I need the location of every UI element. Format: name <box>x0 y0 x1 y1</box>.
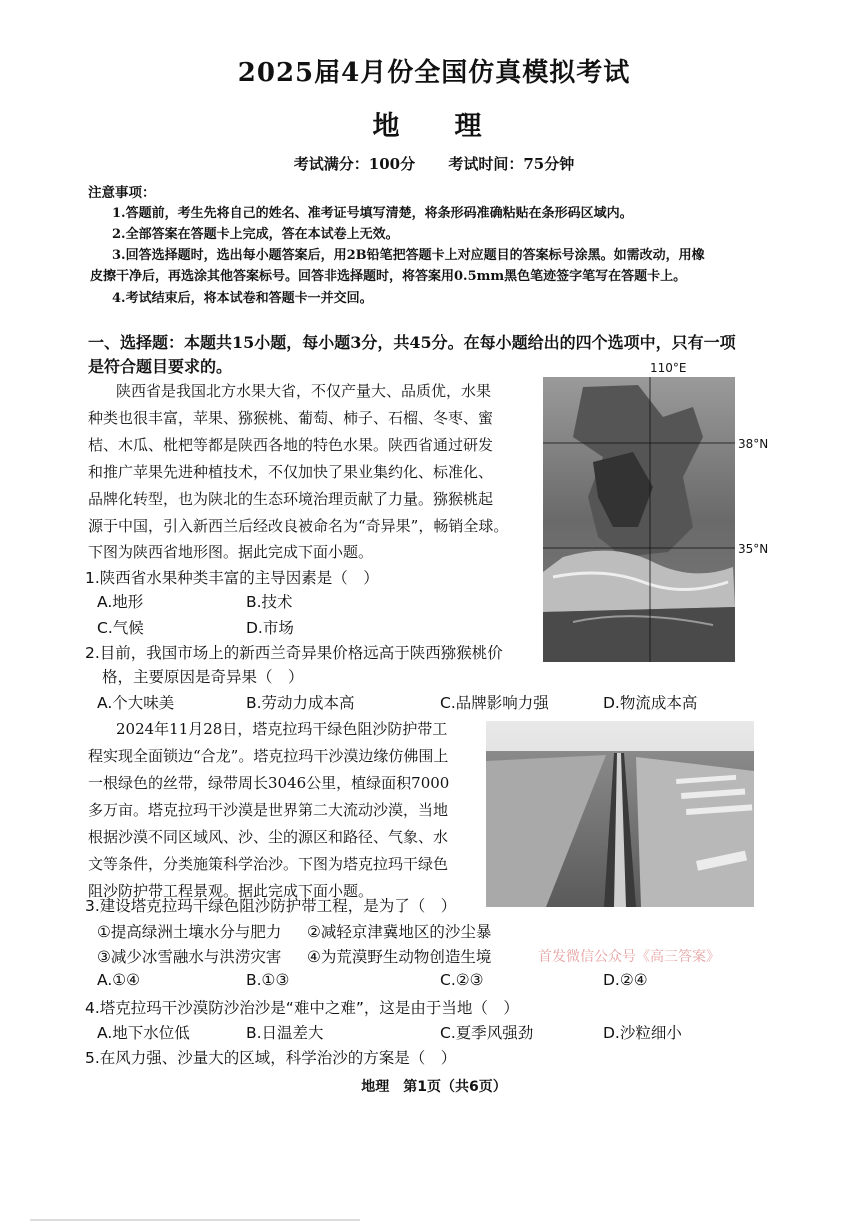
q4-option-a[interactable]: A.地下水位低 <box>97 1024 190 1042</box>
map-lat-label-35: 35°N <box>738 542 769 556</box>
note-3a: 3.回答选择题时，选出每小题答案后，用2B铅笔把答题卡上对应题目的答案标号涂黑。如需改动，用橡 <box>112 248 705 263</box>
sand-barrier-photo <box>486 721 754 907</box>
passage2-line: 阻沙防护带工程景观。据此完成下面小题。 <box>88 882 374 900</box>
page-footer: 地理 第1页（共6页） <box>361 1079 507 1095</box>
shaanxi-terrain-map <box>543 377 735 662</box>
q3-statement-2: ②减轻京津冀地区的沙尘暴 <box>307 923 492 941</box>
q2-stem-1: 2.目前，我国市场上的新西兰奇异果价格远高于陕西猕猴桃价 <box>85 644 503 662</box>
passage1-line: 品牌化转型，也为陕北的生态环境治理贡献了力量。猕猴桃起 <box>88 490 494 508</box>
passage1-line: 和推广苹果先进种植技术，不仅加快了果业集约化、标准化、 <box>88 463 494 481</box>
map-lon-label: 110°E <box>650 361 687 375</box>
q3-option-c[interactable]: C.②③ <box>440 971 484 989</box>
note-3b: 皮擦干净后，再选涂其他答案标号。回答非选择题时，将答案用0.5mm黑色笔迹签字笔写在答题卡上。 <box>90 269 687 284</box>
exam-meta <box>0 153 868 174</box>
q3-statement-4: ④为荒漠野生动物创造生境 <box>307 948 492 966</box>
q2-option-c[interactable]: C.品牌影响力强 <box>440 694 549 712</box>
passage2-line: 2024年11月28日，塔克拉玛干绿色阻沙防护带工 <box>116 720 448 738</box>
scan-edge-line <box>30 1219 360 1221</box>
q3-statement-3: ③减少冰雪融水与洪涝灾害 <box>97 948 282 966</box>
passage2-line: 文等条件，分类施策科学治沙。下图为塔克拉玛干绿色 <box>88 855 449 873</box>
duration: 考试时间：75分钟 <box>448 155 575 173</box>
passage2-line: 程实现全面锁边“合龙”。塔克拉玛干沙漠边缘仿佛围上 <box>88 747 449 765</box>
map-lat-label-38: 38°N <box>738 437 769 451</box>
section-heading-2: 是符合题目要求的。 <box>88 357 233 376</box>
q1-option-d[interactable]: D.市场 <box>246 619 294 637</box>
passage2-line: 一根绿色的丝带，绿带周长3046公里，植绿面积7000 <box>88 774 450 792</box>
q2-option-d[interactable]: D.物流成本高 <box>603 694 698 712</box>
note-1: 1.答题前，考生先将自己的姓名、准考证号填写清楚，将条形码准确粘贴在条形码区域内。 <box>112 206 633 221</box>
q4-stem: 4.塔克拉玛干沙漠防沙治沙是“难中之难”，这是由于当地（ ） <box>85 999 519 1017</box>
passage1-line: 桔、木瓜、枇杷等都是陕西各地的特色水果。陕西省通过研发 <box>88 436 494 454</box>
q5-stem: 5.在风力强、沙量大的区域，科学治沙的方案是（ ） <box>85 1049 457 1067</box>
q3-option-a[interactable]: A.①④ <box>97 971 141 989</box>
passage1-line: 种类也很丰富，苹果、猕猴桃、葡萄、柿子、石榴、冬枣、蜜 <box>88 409 494 427</box>
q4-option-b[interactable]: B.日温差大 <box>246 1024 324 1042</box>
subject-title: 地 理 <box>372 111 496 142</box>
section-heading-1: 一、选择题：本题共15小题，每小题3分，共45分。在每小题给出的四个选项中，只有一项 <box>88 333 736 352</box>
notes-heading: 注意事项： <box>88 185 156 201</box>
q3-option-d[interactable]: D.②④ <box>603 971 648 989</box>
q3-option-b[interactable]: B.①③ <box>246 971 290 989</box>
exam-title: 2025届4月份全国仿真模拟考试 <box>237 58 631 88</box>
note-2: 2.全部答案在答题卡上完成，答在本试卷上无效。 <box>112 227 399 242</box>
full-score: 考试满分：100分 <box>293 155 416 173</box>
passage1-line: 源于中国，引入新西兰后经改良被命名为“奇异果”，畅销全球。 <box>88 517 509 535</box>
note-4: 4.考试结束后，将本试卷和答题卡一并交回。 <box>112 291 373 306</box>
q1-option-c[interactable]: C.气候 <box>97 619 144 637</box>
q3-statement-1: ①提高绿洲土壤水分与肥力 <box>97 923 282 941</box>
passage2-line: 根据沙漠不同区域风、沙、尘的源区和路径、气象、水 <box>88 828 449 846</box>
watermark: 首发微信公众号《高三答案》 <box>538 949 720 965</box>
q2-option-b[interactable]: B.劳动力成本高 <box>246 694 355 712</box>
passage1-line: 陕西省是我国北方水果大省，不仅产量大、品质优，水果 <box>116 382 492 400</box>
q4-option-d[interactable]: D.沙粒细小 <box>603 1024 682 1042</box>
q1-stem: 1.陕西省水果种类丰富的主导因素是（ ） <box>85 569 379 587</box>
q2-stem-2: 格，主要原因是奇异果（ ） <box>102 668 304 686</box>
q1-option-a[interactable]: A.地形 <box>97 593 144 611</box>
passage2-line: 多万亩。塔克拉玛干沙漠是世界第二大流动沙漠，当地 <box>88 801 449 819</box>
passage1-line: 下图为陕西省地形图。据此完成下面小题。 <box>88 543 374 561</box>
q2-option-a[interactable]: A.个大味美 <box>97 694 175 712</box>
q4-option-c[interactable]: C.夏季风强劲 <box>440 1024 534 1042</box>
q3-stem: 3.建设塔克拉玛干绿色阻沙防护带工程，是为了（ ） <box>85 897 457 915</box>
q1-option-b[interactable]: B.技术 <box>246 593 293 611</box>
